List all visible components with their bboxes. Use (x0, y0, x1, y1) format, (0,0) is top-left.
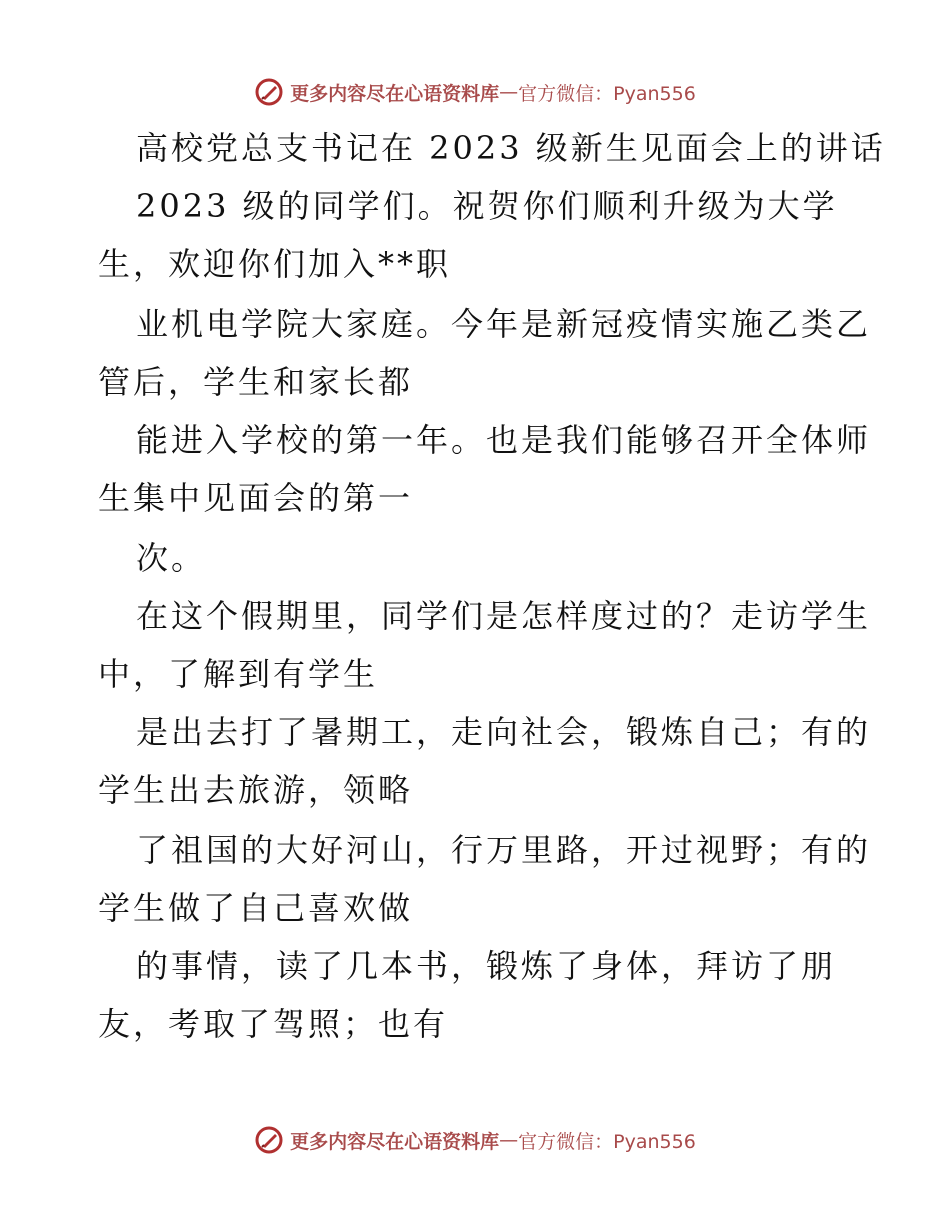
text-line: 是出去打了暑期工，走向社会，锻炼自己；有的 (136, 713, 872, 751)
quill-logo-icon (254, 1125, 284, 1155)
footer-wechat-text: 官方微信：Pyan556 (518, 1130, 696, 1153)
footer-separator: — (499, 1129, 519, 1151)
header-wechat-text: 官方微信：Pyan556 (518, 82, 696, 105)
text-line: 中，了解到有学生 (98, 655, 379, 693)
text-line: 学生出去旅游，领略 (98, 771, 414, 809)
text-line: 2023 级的同学们。祝贺你们顺利升级为大学 (136, 187, 838, 225)
header-banner (0, 72, 950, 112)
text-line: 生，欢迎你们加入**职 (98, 245, 452, 283)
text-line: 在这个假期里，同学们是怎样度过的？走访学生 (136, 597, 872, 635)
text-line: 了祖国的大好河山，行万里路，开过视野；有的 (136, 831, 872, 869)
header-brand-text: 更多内容尽在心语资料库 (290, 82, 500, 105)
footer-banner (0, 1120, 950, 1160)
text-line: 管后，学生和家长都 (98, 363, 414, 401)
text-line: 友，考取了驾照；也有 (98, 1005, 449, 1043)
quill-logo-icon (254, 77, 284, 107)
text-line: 业机电学院大家庭。今年是新冠疫情实施乙类乙 (136, 305, 872, 343)
text-line: 生集中见面会的第一 (98, 479, 414, 517)
text-line: 能进入学校的第一年。也是我们能够召开全体师 (136, 421, 872, 459)
text-line: 学生做了自己喜欢做 (98, 889, 414, 927)
document-title: 高校党总支书记在 2023 级新生见面会上的讲话 (136, 129, 886, 167)
header-separator: — (499, 81, 519, 103)
text-line: 次。 (136, 539, 207, 577)
footer-brand-text: 更多内容尽在心语资料库 (290, 1130, 500, 1153)
text-line: 的事情，读了几本书，锻炼了身体，拜访了朋 (136, 947, 837, 985)
